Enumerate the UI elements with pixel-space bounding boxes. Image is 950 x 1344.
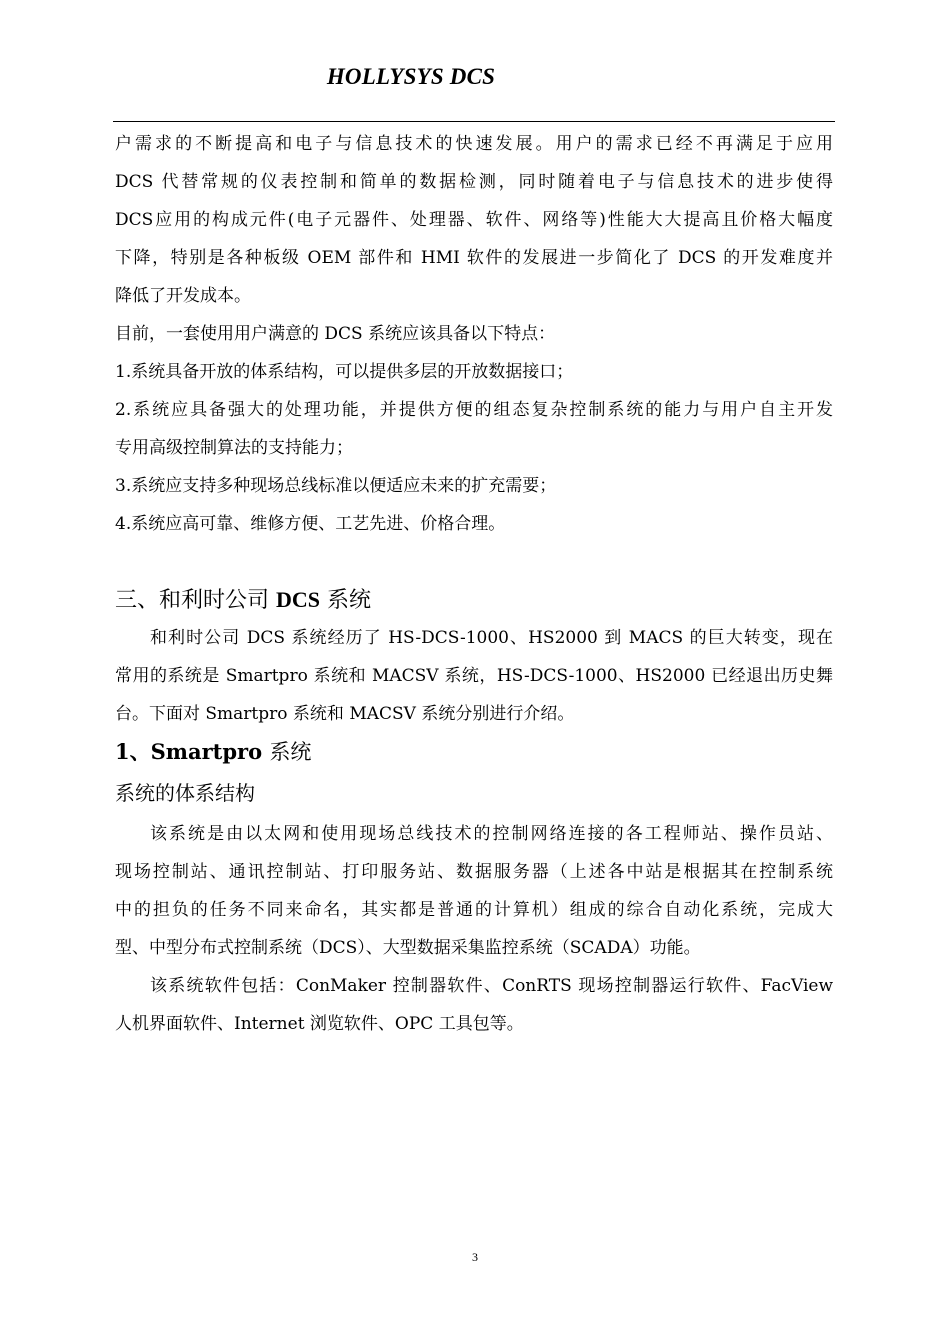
section-heading-suffix: 系统 [327, 588, 372, 613]
subsection-heading-suffix: 系统 [269, 740, 312, 764]
text-line: 该系统软件包括：ConMaker 控制器软件、ConRTS 现场控制器运行软件、FacView [150, 976, 833, 996]
architecture-paragraph [115, 815, 833, 967]
feature-item-2: 2.系统应具备强大的处理功能，并提供方便的组态复杂控制系统的能力与用户自主开发 [115, 400, 833, 420]
text-line: 下降，特别是各种板级 OEM 部件和 HMI 软件的发展进一步简化了 DCS 的开发难度并 [115, 248, 833, 268]
text-line: 台。下面对 Smartpro 系统和 MACSV 系统分别进行介绍。 [115, 704, 575, 724]
text-line: DCS 代替常规的仪表控制和简单的数据检测，同时随着电子与信息技术的进步使得 [115, 172, 833, 192]
feature-item-4: 4.系统应高可靠、维修方便、工艺先进、价格合理。 [115, 514, 506, 534]
text-line: DCS应用的构成元件(电子元器件、处理器、软件、网络等)性能大大提高且价格大幅度 [115, 210, 833, 230]
document-body [115, 125, 833, 1043]
text-line: 现场控制站、通讯控制站、打印服务站、数据服务器（上述各中站是根据其在控制系统 [115, 862, 833, 882]
header-title: HOLLYSYS DCS [326, 64, 496, 89]
text-line: 户需求的不断提高和电子与信息技术的快速发展。用户的需求已经不再满足于应用 [115, 134, 833, 154]
page-number: 3 [472, 1250, 478, 1264]
section-heading [115, 581, 833, 619]
feature-item-1: 1.系统具备开放的体系结构，可以提供多层的开放数据接口； [115, 362, 574, 382]
text-line: 人机界面软件、Internet 浏览软件、OPC 工具包等。 [115, 1014, 524, 1034]
architecture-heading: 系统的体系结构 [115, 781, 255, 805]
text-line: 和利时公司 DCS 系统经历了 HS-DCS-1000、HS2000 到 MACS 的巨大转变，现在 [150, 628, 833, 648]
text-line: 中的担负的任务不同来命名，其实都是普通的计算机）组成的综合自动化系统，完成大 [115, 900, 833, 920]
text-line: 常用的系统是 Smartpro 系统和 MACSV 系统，HS-DCS-1000、HS2000 已经退出历史舞 [115, 666, 833, 686]
subsection-heading [115, 733, 833, 771]
software-paragraph [115, 967, 833, 1043]
text-line: 型、中型分布式控制系统（DCS）、大型数据采集监控系统（SCADA）功能。 [115, 938, 701, 958]
header-rule [113, 121, 835, 122]
feature-item-3: 3.系统应支持多种现场总线标准以便适应未来的扩充需要； [115, 476, 557, 496]
feature-item-2-continued: 专用高级控制算法的支持能力； [115, 438, 353, 458]
text-line: 该系统是由以太网和使用现场总线技术的控制网络连接的各工程师站、操作员站、 [150, 824, 833, 844]
subsection-heading-bold: 1、Smartpro [115, 739, 263, 764]
features-lead: 目前，一套使用用户满意的 DCS 系统应该具备以下特点： [115, 324, 556, 344]
section-heading-prefix: 三、和利时公司 [115, 588, 270, 613]
features-list [115, 315, 833, 543]
intro-paragraph [115, 125, 833, 315]
text-line: 降低了开发成本。 [115, 286, 251, 306]
section-paragraph [115, 619, 833, 733]
spacer [115, 543, 833, 581]
section-heading-bold: DCS [276, 587, 321, 612]
